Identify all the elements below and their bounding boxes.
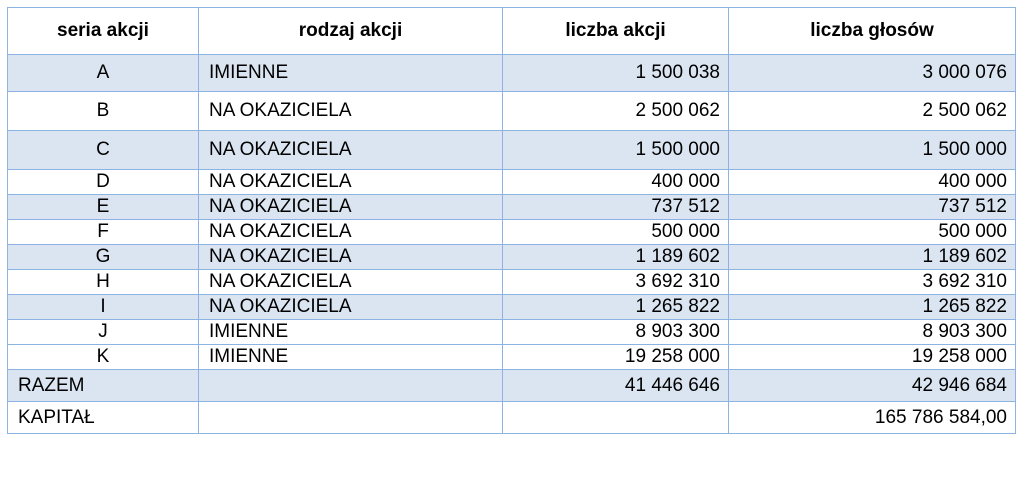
share-type-cell: NA OKAZICIELA (199, 92, 503, 131)
vote-count-cell: 737 512 (729, 195, 1016, 220)
series-cell: J (8, 320, 199, 345)
series-cell: C (8, 131, 199, 170)
vote-count-cell: 8 903 300 (729, 320, 1016, 345)
share-type-cell: IMIENNE (199, 345, 503, 370)
table-row (8, 170, 1016, 195)
vote-count-cell: 500 000 (729, 220, 1016, 245)
share-type-cell: NA OKAZICIELA (199, 270, 503, 295)
capital-label: KAPITAŁ (8, 402, 199, 434)
table-row (8, 220, 1016, 245)
series-cell: H (8, 270, 199, 295)
share-count-cell: 400 000 (503, 170, 729, 195)
series-cell: G (8, 245, 199, 270)
empty-cell (503, 402, 729, 434)
table-row (8, 295, 1016, 320)
share-type-cell: IMIENNE (199, 320, 503, 345)
table-row (8, 131, 1016, 170)
table-row (8, 270, 1016, 295)
header-share-type: rodzaj akcji (199, 8, 503, 55)
share-count-cell: 3 692 310 (503, 270, 729, 295)
table-row (8, 320, 1016, 345)
capital-value: 165 786 584,00 (729, 402, 1016, 434)
vote-count-cell: 19 258 000 (729, 345, 1016, 370)
vote-count-cell: 2 500 062 (729, 92, 1016, 131)
share-type-cell: NA OKAZICIELA (199, 220, 503, 245)
table-row (8, 245, 1016, 270)
table-row (8, 195, 1016, 220)
series-cell: F (8, 220, 199, 245)
header-vote-count: liczba głosów (729, 8, 1016, 55)
table-row (8, 345, 1016, 370)
share-type-cell: NA OKAZICIELA (199, 131, 503, 170)
vote-count-cell: 400 000 (729, 170, 1016, 195)
total-share-count: 41 446 646 (503, 370, 729, 402)
share-count-cell: 2 500 062 (503, 92, 729, 131)
share-count-cell: 1 265 822 (503, 295, 729, 320)
share-type-cell: IMIENNE (199, 55, 503, 92)
share-type-cell: NA OKAZICIELA (199, 295, 503, 320)
vote-count-cell: 3 000 076 (729, 55, 1016, 92)
series-cell: D (8, 170, 199, 195)
header-share-count: liczba akcji (503, 8, 729, 55)
vote-count-cell: 1 189 602 (729, 245, 1016, 270)
share-type-cell: NA OKAZICIELA (199, 170, 503, 195)
total-vote-count: 42 946 684 (729, 370, 1016, 402)
table-row (8, 55, 1016, 92)
series-cell: A (8, 55, 199, 92)
empty-cell (199, 402, 503, 434)
share-count-cell: 1 500 038 (503, 55, 729, 92)
total-row (8, 370, 1016, 402)
share-count-cell: 1 189 602 (503, 245, 729, 270)
share-count-cell: 1 500 000 (503, 131, 729, 170)
capital-row (8, 402, 1016, 434)
table-header-row (8, 8, 1016, 55)
share-type-cell: NA OKAZICIELA (199, 195, 503, 220)
vote-count-cell: 1 500 000 (729, 131, 1016, 170)
share-count-cell: 500 000 (503, 220, 729, 245)
shares-table (7, 7, 1016, 434)
total-label: RAZEM (8, 370, 199, 402)
share-type-cell: NA OKAZICIELA (199, 245, 503, 270)
table-row (8, 92, 1016, 131)
series-cell: I (8, 295, 199, 320)
header-series: seria akcji (8, 8, 199, 55)
series-cell: K (8, 345, 199, 370)
series-cell: E (8, 195, 199, 220)
share-count-cell: 19 258 000 (503, 345, 729, 370)
empty-cell (199, 370, 503, 402)
vote-count-cell: 1 265 822 (729, 295, 1016, 320)
vote-count-cell: 3 692 310 (729, 270, 1016, 295)
series-cell: B (8, 92, 199, 131)
share-count-cell: 737 512 (503, 195, 729, 220)
share-count-cell: 8 903 300 (503, 320, 729, 345)
